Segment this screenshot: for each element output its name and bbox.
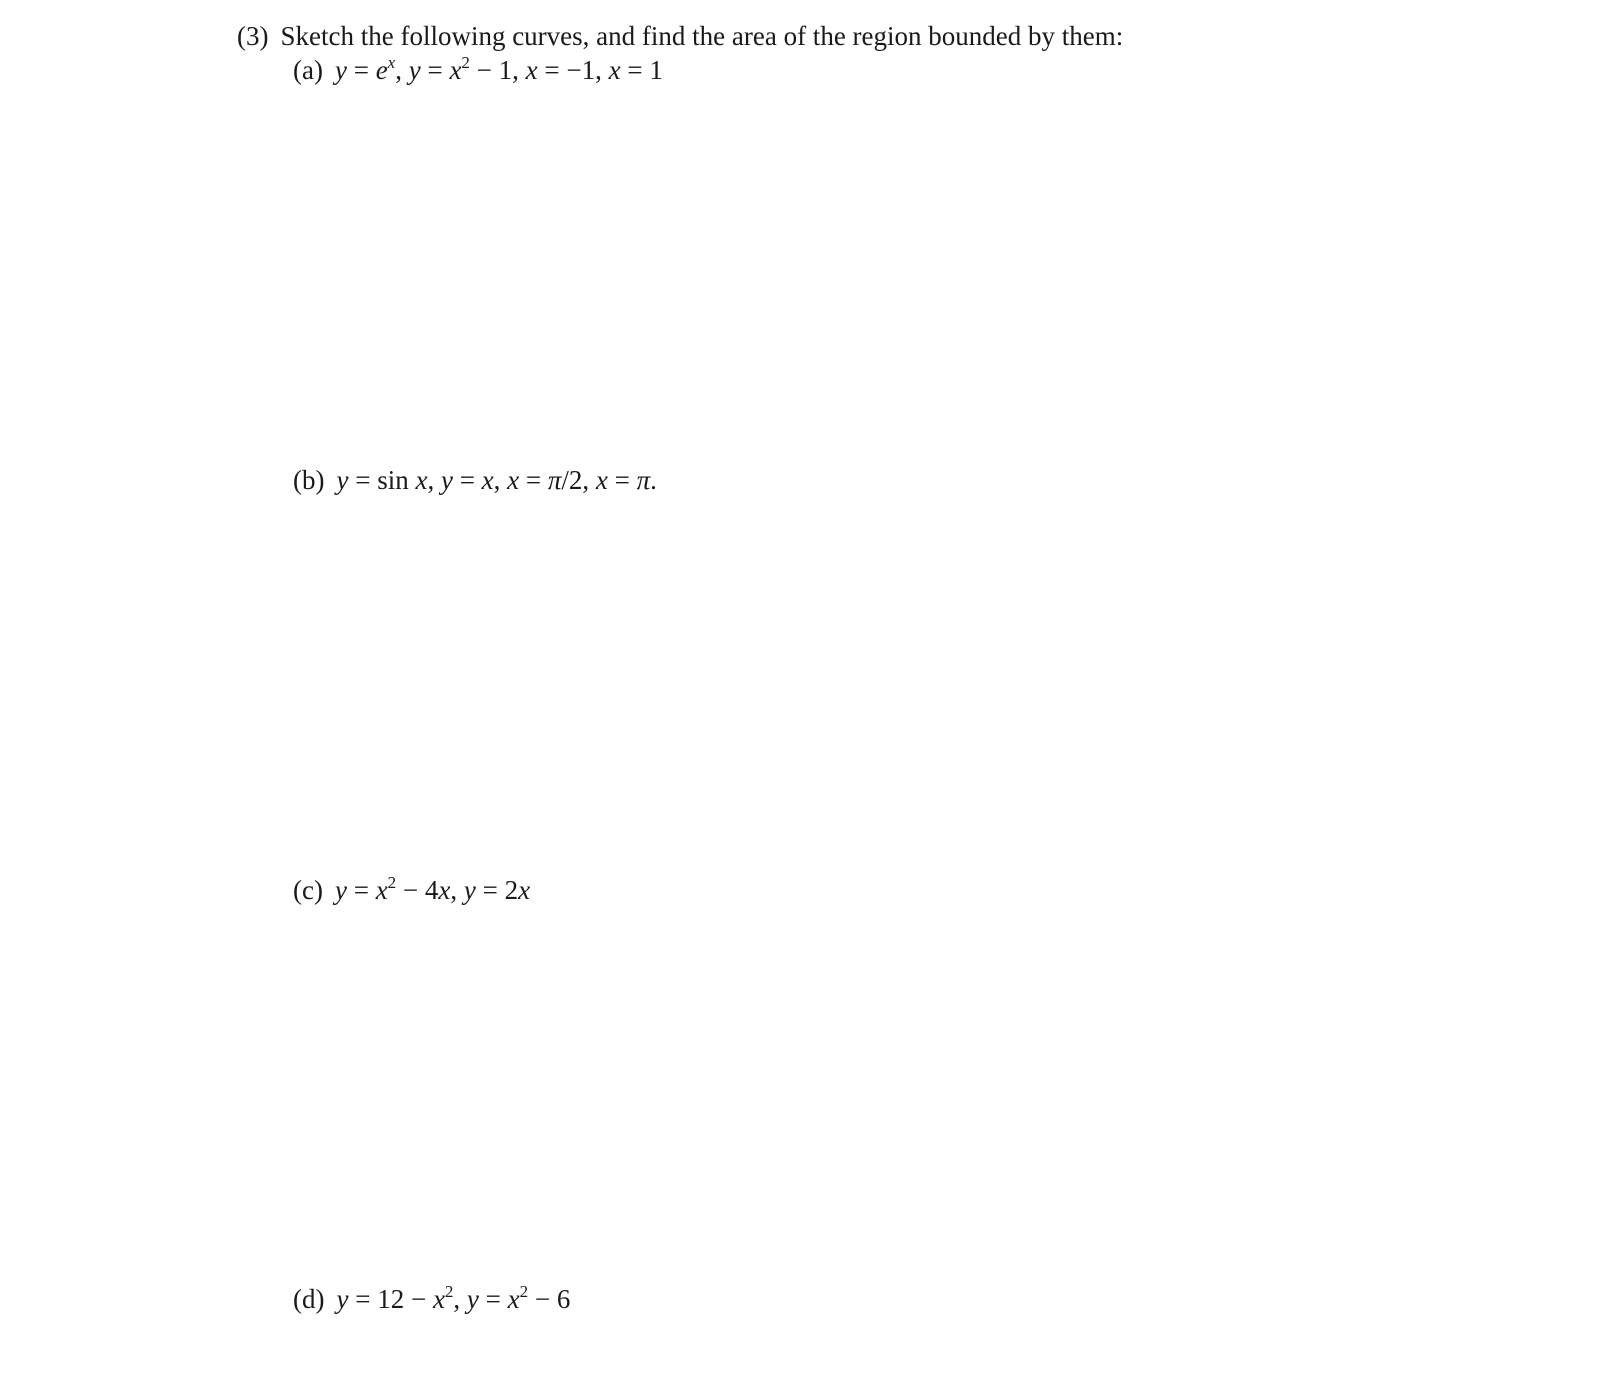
- part-b: [293, 464, 657, 496]
- part-d-equation: $y = 12 - x^2$, $y = x^2 - 6$: [336, 1282, 571, 1314]
- part-b-label: (b): [293, 465, 325, 495]
- part-d-label: (d): [293, 1284, 325, 1314]
- part-c-label: (c): [293, 875, 323, 905]
- part-c-equation: $y = x^2 - 4x$, y = 2x: [334, 873, 531, 905]
- question-number: (3): [237, 21, 269, 51]
- part-c: [293, 874, 530, 906]
- question-header: [237, 20, 1123, 52]
- part-a-label: (a): [293, 55, 323, 85]
- part-a-equation: $y = e^x$, $y = x^2 - 1$, x = −1, x = 1: [334, 53, 663, 85]
- question-prompt: Sketch the following curves, and find the area of the region bounded by them:: [280, 21, 1124, 51]
- part-a: [293, 54, 663, 86]
- part-b-equation: y = sin x, y = x, x = π/2, x = π.: [336, 465, 657, 495]
- part-d: [293, 1283, 570, 1315]
